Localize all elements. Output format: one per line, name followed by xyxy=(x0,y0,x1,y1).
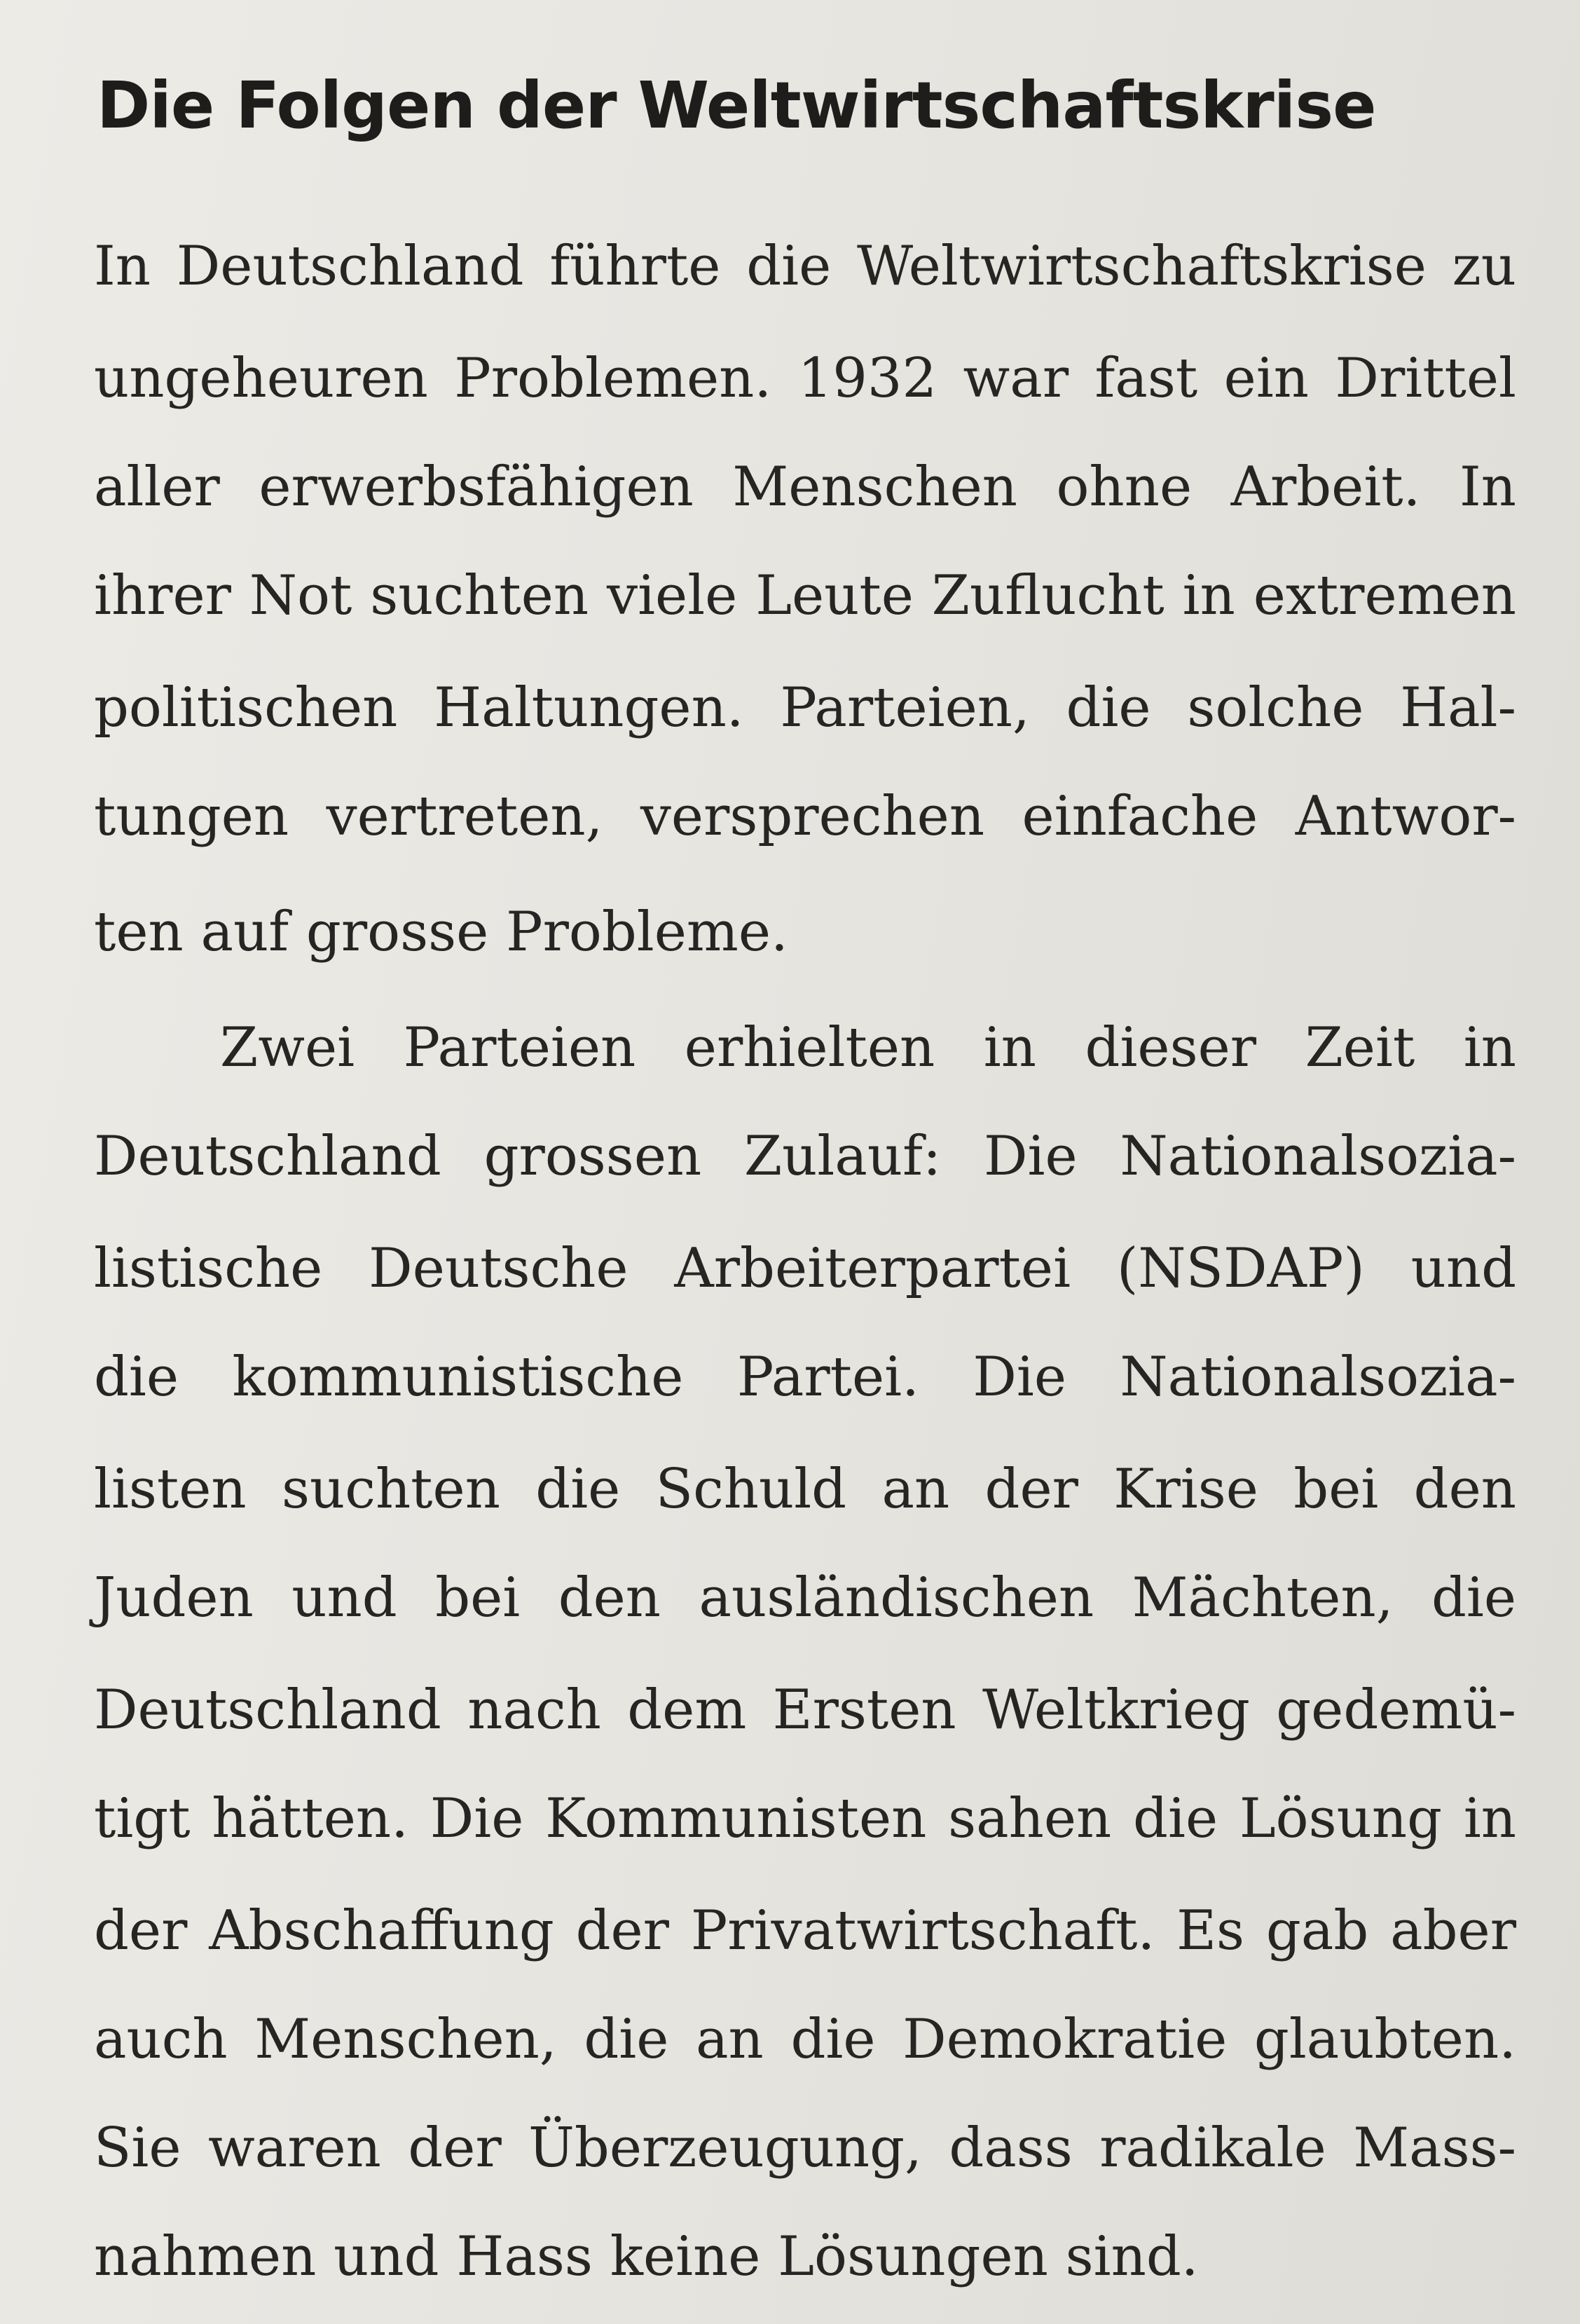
text-line: In Deutschland führte die Weltwirtschaftskrise zu xyxy=(94,235,1516,298)
text-line: der Abschaffung der Privatwirtschaft. Es gab aber xyxy=(94,1899,1516,1962)
text-line: ten auf grosse Probleme. xyxy=(94,901,788,964)
text-line: Deutschland nach dem Ersten Weltkrieg gedemü- xyxy=(94,1679,1516,1742)
text-line: Juden und bei den ausländischen Mächten, die xyxy=(94,1566,1516,1629)
text-line: Sie waren der Überzeugung, dass radikale Mass- xyxy=(94,2117,1516,2180)
text-line: aller erwerbsfähigen Menschen ohne Arbeit. In xyxy=(94,456,1516,519)
text-line: ihrer Not suchten viele Leute Zuflucht in extremen xyxy=(94,564,1516,627)
text-line: tigt hätten. Die Kommunisten sahen die Lösung in xyxy=(94,1787,1516,1850)
text-line: listische Deutsche Arbeiterpartei (NSDAP) und xyxy=(94,1237,1516,1300)
text-line: Zwei Parteien erhielten in dieser Zeit in xyxy=(220,1016,1516,1079)
text-line: die kommunistische Partei. Die Nationalsozia- xyxy=(94,1346,1516,1409)
text-line: Deutschland grossen Zulauf: Die Nationalsozia- xyxy=(94,1125,1516,1188)
section-heading: Die Folgen der Weltwirtschaftskrise xyxy=(97,68,1376,143)
text-line: ungeheuren Problemen. 1932 war fast ein Drittel xyxy=(94,347,1516,410)
text-line: politischen Haltungen. Parteien, die solche Hal- xyxy=(94,676,1516,739)
text-line: listen suchten die Schuld an der Krise bei den xyxy=(94,1458,1516,1521)
text-line: auch Menschen, die an die Demokratie glaubten. xyxy=(94,2008,1516,2071)
text-line: tungen vertreten, versprechen einfache Antwor- xyxy=(94,785,1516,848)
text-line: nahmen und Hass keine Lösungen sind. xyxy=(94,2225,1199,2288)
